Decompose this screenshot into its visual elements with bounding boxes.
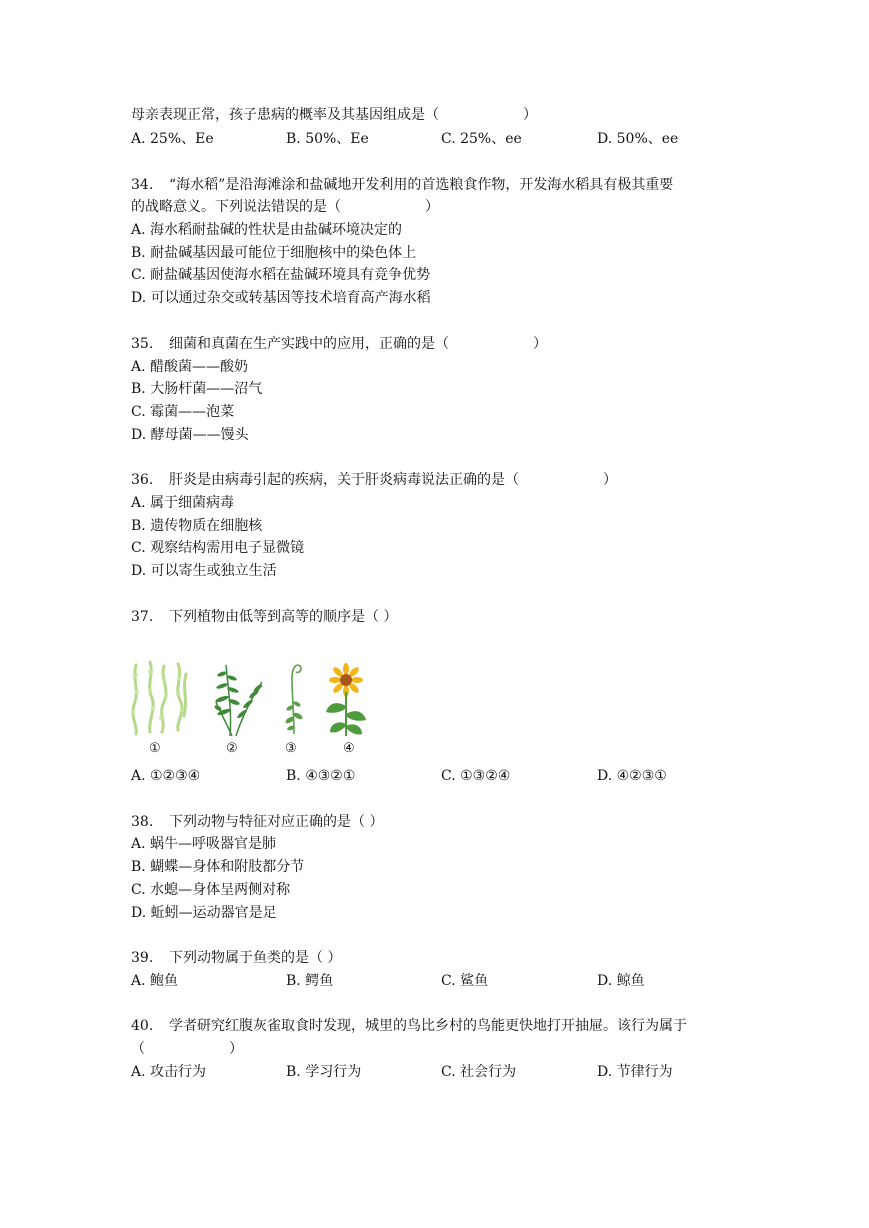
q37-number: 37. (131, 609, 154, 625)
q35-stem-text: 细菌和真菌在生产实践中的应用，正确的是（ ） (169, 336, 547, 352)
q34-option-b: B. 耐盐碱基因最可能位于细胞核中的染色体上 (131, 245, 417, 261)
figure-label-1: ① (149, 741, 161, 756)
q36-option-a: A. 属于细菌病毒 (131, 495, 235, 511)
q36-stem (131, 470, 617, 490)
q39-option-c: C. 鲨鱼 (441, 973, 489, 989)
q36-option-c: C. 观察结构需用电子显微镜 (131, 540, 305, 556)
figure-label-2: ② (226, 741, 238, 756)
q34-number: 34. (131, 177, 154, 193)
q39-stem (131, 948, 341, 968)
figure-label-3: ③ (285, 741, 297, 756)
q36-option-d: D. 可以寄生或独立生活 (131, 563, 277, 579)
q35-option-a: A. 醋酸菌——酸奶 (131, 359, 249, 375)
q40-option-a: A. 攻击行为 (131, 1064, 207, 1080)
q35-stem (131, 334, 547, 354)
q33-option-c: C. 25%、ee (441, 131, 522, 147)
q36-number: 36. (131, 472, 154, 488)
q40-stem-line2: （ ） (131, 1041, 243, 1057)
fern-icon (212, 662, 268, 738)
q38-stem-text: 下列动物与特征对应正确的是（ ） (169, 814, 384, 830)
q33-option-a: A. 25%、Ee (131, 131, 214, 147)
q37-option-c: C. ①③②④ (441, 768, 511, 784)
figure-label-4: ④ (343, 741, 355, 756)
q40-stem-line1: 学者研究红腹灰雀取食时发现，城里的鸟比乡村的鸟能更快地打开抽屉。该行为属于 (169, 1018, 687, 1034)
q40-stem (131, 1016, 687, 1036)
q36-stem-text: 肝炎是由病毒引起的疾病，关于肝炎病毒说法正确的是（ ） (169, 472, 617, 488)
q35-option-b: B. 大肠杆菌——沼气 (131, 381, 263, 397)
q33-stem: 母亲表现正常，孩子患病的概率及其基因组成是（ ） (131, 107, 537, 123)
q38-option-d: D. 蚯蚓—运动器官是足 (131, 905, 277, 921)
q38-number: 38. (131, 814, 154, 830)
q34-stem-line2: 的战略意义。下列说法错误的是（ ） (131, 199, 439, 215)
q38-option-b: B. 蝴蝶—身体和附肢都分节 (131, 859, 305, 875)
q37-stem-text: 下列植物由低等到高等的顺序是（ ） (169, 609, 398, 625)
q34-stem (131, 175, 673, 195)
q34-option-a: A. 海水稻耐盐碱的性状是由盐碱环境决定的 (131, 222, 403, 238)
q35-option-d: D. 酵母菌——馒头 (131, 427, 249, 443)
q39-option-a: A. 鲍鱼 (131, 973, 179, 989)
q39-option-b: B. 鳄鱼 (286, 973, 334, 989)
q38-option-a: A. 蜗牛—呼吸器官是肺 (131, 836, 277, 852)
q33-option-b: B. 50%、Ee (286, 131, 369, 147)
q37-option-b: B. ④③②① (286, 768, 356, 784)
q34-stem-line1: “海水稻”是沿海滩涂和盐碱地开发利用的首选粮食作物，开发海水稻具有极其重要 (169, 177, 674, 193)
q33-option-d: D. 50%、ee (597, 131, 679, 147)
q37-option-a: A. ①②③④ (131, 768, 201, 784)
sunflower-icon (322, 662, 370, 738)
algae-icon (128, 660, 190, 736)
q38-option-c: C. 水螅—身体呈两侧对称 (131, 882, 291, 898)
q35-number: 35. (131, 336, 154, 352)
q39-stem-text: 下列动物属于鱼类的是（ ） (169, 950, 342, 966)
q40-option-b: B. 学习行为 (286, 1064, 362, 1080)
q34-option-c: C. 耐盐碱基因使海水稻在盐碱环境具有竞争优势 (131, 267, 431, 283)
q39-option-d: D. 鲸鱼 (597, 973, 645, 989)
q38-stem (131, 812, 383, 832)
q37-option-d: D. ④②③① (597, 768, 667, 784)
q40-option-d: D. 节律行为 (597, 1064, 673, 1080)
q40-number: 40. (131, 1018, 154, 1034)
q34-option-d: D. 可以通过杂交或转基因等技术培育高产海水稻 (131, 290, 431, 306)
q39-number: 39. (131, 950, 154, 966)
moss-icon (282, 660, 306, 736)
q37-stem (131, 607, 397, 627)
q35-option-c: C. 霉菌——泡菜 (131, 404, 235, 420)
q40-option-c: C. 社会行为 (441, 1064, 517, 1080)
q36-option-b: B. 遗传物质在细胞核 (131, 518, 263, 534)
